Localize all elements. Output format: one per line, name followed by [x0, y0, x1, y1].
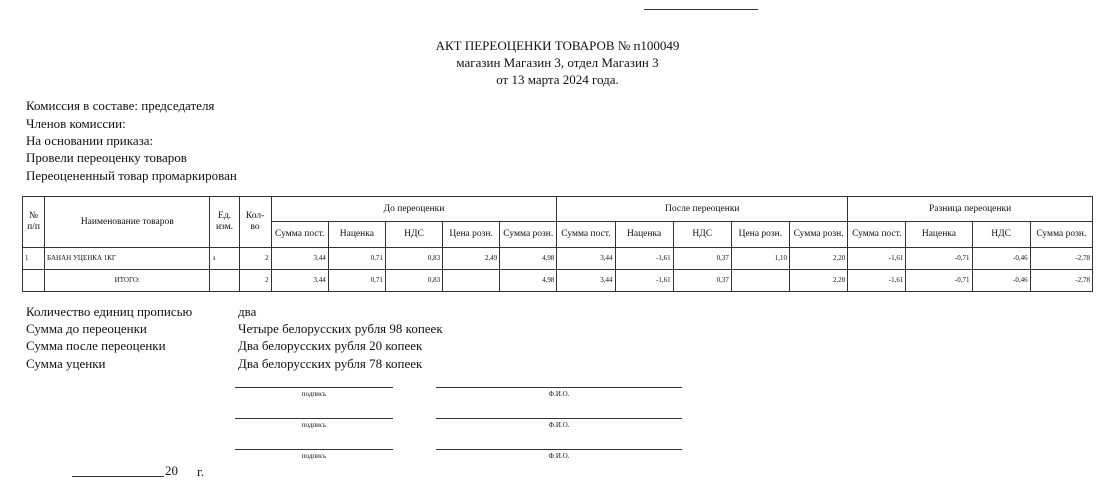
marked-line: Переоцененный товар промаркирован [26, 168, 237, 183]
total-before-cost: 3,44 [271, 270, 328, 292]
total-before-price [443, 270, 500, 292]
header-unit: Ед. изм. [210, 197, 239, 248]
top-rule [644, 9, 758, 10]
total-qty: 2 [239, 270, 271, 292]
total-after-vat: 0,37 [673, 270, 731, 292]
total-before-vat: 0,83 [385, 270, 442, 292]
table-row [23, 248, 1093, 270]
signature-line-3 [235, 449, 393, 450]
row-unit: з [210, 248, 239, 270]
fio-caption-2: Ф.И.О. [548, 421, 570, 429]
store-subtitle: магазин Магазин 3, отдел Магазин 3 [456, 55, 659, 70]
row-before-vat: 0,83 [385, 248, 442, 270]
total-diff-cost: -1,61 [848, 270, 906, 292]
fio-caption-3: Ф.И.О. [548, 452, 570, 460]
document-title: АКТ ПЕРЕОЦЕНКИ ТОВАРОВ № п100049 [435, 38, 680, 53]
date-blank-line [72, 476, 164, 477]
row-before-markup: 0,71 [328, 248, 385, 270]
header-before-vat: НДС [385, 222, 442, 248]
total-after-cost: 3,44 [557, 270, 615, 292]
signature-line-1 [235, 387, 393, 388]
sum-markdown-label: Сумма уценки [26, 356, 106, 371]
performed-line: Провели переоценку товаров [26, 150, 187, 165]
revaluation-table [22, 196, 1093, 292]
header-after-group: После переоценки [557, 197, 848, 222]
header-before-markup: Наценка [328, 222, 385, 248]
header-diff-cost: Сумма пост. [848, 222, 906, 248]
header-after-retail: Сумма розн. [789, 222, 847, 248]
header-name: Наименование товаров [45, 197, 210, 248]
sum-after-value: Два белорусских рубля 20 копеек [238, 338, 423, 353]
total-after-retail: 2,20 [789, 270, 847, 292]
row-diff-vat: -0,46 [972, 248, 1030, 270]
document-date: от 13 марта 2024 года. [496, 72, 619, 87]
total-after-markup: -1,61 [615, 270, 673, 292]
header-diff-vat: НДС [972, 222, 1030, 248]
row-qty: 2 [239, 248, 271, 270]
header-before-group: До переоценки [271, 197, 557, 222]
header-diff-retail: Сумма розн. [1030, 222, 1092, 248]
total-before-markup: 0,71 [328, 270, 385, 292]
header-num: № п/п [23, 197, 45, 248]
year-prefix: 20 [165, 463, 178, 478]
sum-after-label: Сумма после переоценки [26, 338, 166, 353]
commission-line: Комиссия в составе: председателя [26, 98, 215, 113]
row-after-price: 1,10 [731, 248, 789, 270]
header-after-cost: Сумма пост. [557, 222, 615, 248]
fio-line-2 [436, 418, 682, 419]
row-after-retail: 2,20 [789, 248, 847, 270]
header-before-retail: Сумма розн. [500, 222, 557, 248]
header-diff-group: Разница переоценки [848, 197, 1093, 222]
total-diff-markup: -0,71 [906, 270, 972, 292]
row-after-vat: 0,37 [673, 248, 731, 270]
total-row [23, 270, 1093, 292]
members-line: Членов комиссии: [26, 116, 126, 131]
signature-caption-1: подпись [301, 390, 327, 398]
basis-line: На основании приказа: [26, 133, 154, 148]
sum-before-value: Четыре белорусских рубля 98 копеек [238, 321, 443, 336]
signature-caption-3: подпись [301, 452, 327, 460]
row-after-cost: 3,44 [557, 248, 615, 270]
fio-caption-1: Ф.И.О. [548, 390, 570, 398]
total-before-retail: 4,98 [500, 270, 557, 292]
header-diff-markup: Наценка [906, 222, 972, 248]
fio-line-1 [436, 387, 682, 388]
row-diff-cost: -1,61 [848, 248, 906, 270]
signature-caption-2: подпись [301, 421, 327, 429]
row-num: 1 [23, 248, 45, 270]
header-before-cost: Сумма пост. [271, 222, 328, 248]
total-after-price [731, 270, 789, 292]
row-product-name: БАНАН УЦЕНКА 1КГ [45, 248, 210, 270]
qty-words-value: два [238, 304, 257, 319]
year-suffix: г. [197, 464, 205, 479]
row-before-price: 2,49 [443, 248, 500, 270]
total-unit-cell [210, 270, 239, 292]
row-diff-retail: -2,78 [1030, 248, 1092, 270]
total-num-cell [23, 270, 45, 292]
header-qty: Кол-во [239, 197, 271, 248]
row-before-retail: 4,98 [500, 248, 557, 270]
fio-line-3 [436, 449, 682, 450]
header-after-markup: Наценка [615, 222, 673, 248]
header-before-price: Цена розн. [443, 222, 500, 248]
total-diff-retail: -2,78 [1030, 270, 1092, 292]
total-diff-vat: -0,46 [972, 270, 1030, 292]
signature-line-2 [235, 418, 393, 419]
sum-before-label: Сумма до переоценки [26, 321, 147, 336]
header-after-price: Цена розн. [731, 222, 789, 248]
row-diff-markup: -0,71 [906, 248, 972, 270]
row-before-cost: 3,44 [271, 248, 328, 270]
header-after-vat: НДС [673, 222, 731, 248]
total-label: ИТОГО: [45, 270, 210, 292]
qty-words-label: Количество единиц прописью [26, 304, 193, 319]
sum-markdown-value: Два белорусских рубля 78 копеек [238, 356, 423, 371]
row-after-markup: -1,61 [615, 248, 673, 270]
